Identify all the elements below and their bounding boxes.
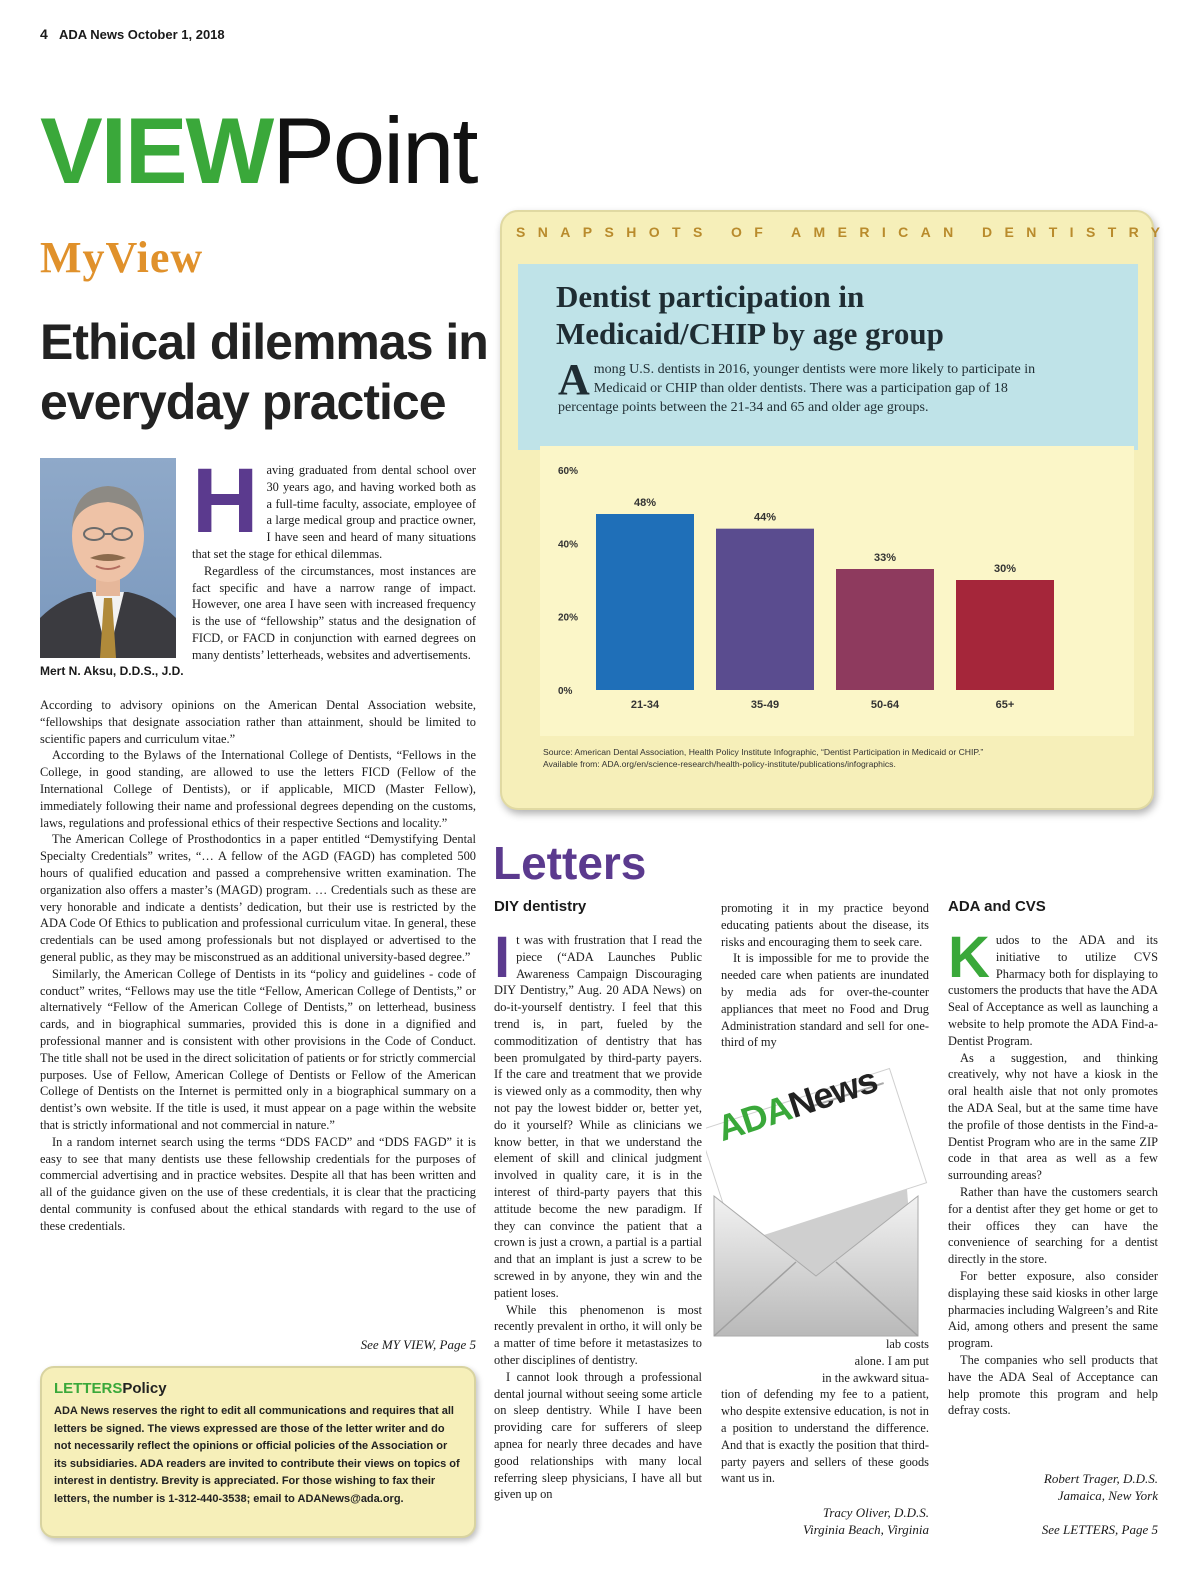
- snapshot-source-line2: Available from: ADA.org/en/science-research/health-policy-institute/publications/infographics.: [543, 759, 896, 769]
- y-tick-label: 60%: [558, 466, 579, 477]
- diy-c2p3d: tion of defending my fee to a patient, who despite extensive education, is not in a position to understand the difference. And that is exactly the position that third-party payers and sellers of these goods want us in.: [721, 1387, 929, 1486]
- article-body: [40, 697, 476, 1235]
- bar-value-label: 48%: [633, 497, 657, 509]
- cvs-dropcap: K: [948, 925, 990, 990]
- snapshot-title-line1: Dentist participation in: [556, 279, 865, 314]
- cvs-p4: For better exposure, also consider displaying these said kiosks in other large pharmacies including Walgreen’s and Rite Aid, among others and present the same program.: [948, 1268, 1158, 1351]
- x-category-label: 50-64: [870, 699, 900, 711]
- diy-col2-top: [721, 900, 929, 1051]
- letters-policy-box: [40, 1366, 476, 1538]
- article-p3: According to the Bylaws of the International College of Dentists, “Fellows in the College, in good standing, are allowed to use the letters FICD (Fellow of the International College of Dentists), or if applicable, MICD (Master Fellow), immediately following their name and professional degrees depending on the customs, laws, regulations and professional ethics of their respective Sections and locality.”: [40, 748, 476, 830]
- diy-p1: t was with frustration that I read the piece (“ADA Launches Public Awareness Campaign Discouraging DIY Dentistry,” Aug. 20 ADA News) on do-it-yourself dentistry. I feel that this trend is, in part, fueled by the commoditization of dentistry that has been promulgated by third-party payers. If the care and treatment that we provide is viewed only as a commodity, then why not pay the lowest bidder or, better yet, do it yourself? While as clinicians we know better, in that we understand the element of skill and clinical judgment involved in quality care, it is in the interest of third-party payers that this attitude become the new paradigm. If they can convince the patient that a crown is just a crown, a partial is a partial and that an implant is just a screw to be screwed in by anyone, they win and the patient loses.: [494, 933, 702, 1300]
- bar-65+: [956, 580, 1054, 690]
- diy-c2p1: promoting it in my practice beyond educating patients about the disease, its risks and encouraging them to seek care.: [721, 901, 929, 949]
- cvs-sig-place: Jamaica, New York: [1057, 1488, 1158, 1503]
- bar-value-label: 30%: [993, 563, 1017, 575]
- cvs-col: [948, 925, 1158, 1419]
- masthead-point: Point: [272, 98, 477, 203]
- snapshot-intro: [558, 355, 1068, 417]
- article-p6: In a random internet search using the terms “DDS FACD” and “DDS FAGD” it is easy to see that many dentists use these fellowship credentials for the purposes of commercial advertising and in practice websites. Despite all that has been written and all of the guidance given on the use of these credentials, it is clear that the practicing dental community is confused about the ethical standards with regard to the use of these credentials.: [40, 1134, 476, 1233]
- bar-50-64: [836, 569, 934, 690]
- cvs-sig-name: Robert Trager, D.D.S.: [1043, 1471, 1158, 1486]
- article-p4: The American College of Prosthodontics in a paper entitled “Demystifying Dental Specialty Credentials” writes, “… A fellow of the AGD (FAGD) has completed 500 hours of qualified education and passed a comprehensive written examination. The organization also offers a master’s (MAGD) program. … Credentials such as these are very honorable and indicate a dentists’ dedication, but their use is restricted by the ADA Code Of Ethics to publication and professional curriculum vitae. In general, these credentials can be used among professionals but not displayed or advertised to the general public, as they may be misconstrued as an additional university-based degree.”: [40, 832, 476, 964]
- page-header: [40, 26, 225, 42]
- author-photo: [40, 458, 176, 658]
- diy-c2p3a: lab costs: [885, 1337, 929, 1351]
- envelope-logo-news: News: [783, 1058, 882, 1126]
- article-dropcap: H: [192, 450, 259, 552]
- myview-section-label: MyView: [40, 233, 204, 282]
- publication-date: ADA News October 1, 2018: [58, 27, 225, 42]
- diy-signature: [721, 1504, 929, 1538]
- y-tick-label: 0%: [558, 686, 573, 697]
- snapshot-title-line2: Medicaid/CHIP by age group: [556, 316, 944, 351]
- cvs-p2: As a suggestion, and thinking creatively, why not have a kiosk in the oral health aisle that not only promotes the ADA Seal, but at the same time have the profile of those dentists in the Find-a-Dentist Program who are in the same ZIP code in that area as well as a few surrounding areas?: [948, 1050, 1158, 1183]
- diy-c2p2: It is impossible for me to provide the needed care when patients are inundated by media ads for over-the-counter appliances that meet no Food and Drug Administration standard and sell for one-third of my: [721, 951, 929, 1050]
- diy-p2: While this phenomenon is most recently prevalent in ortho, it will only be a matter of time before it metastasizes to other disciplines of dentistry.: [494, 1302, 702, 1367]
- article-p1: aving graduated from dental school over 30 years ago, and having worked both as a full-time faculty, associate, employee of a large medical group and practice owner, I have seen and heard of many situations that set the stage for ethical dilemmas.: [192, 463, 476, 561]
- bar-35-49: [716, 529, 814, 690]
- snapshot-intro-text: mong U.S. dentists in 2016, younger dentists were more likely to participate in Medicaid or CHIP than older dentists. There was a participation gap of 18 percentage points between the 21-34 and 65 and older age groups.: [558, 362, 1036, 415]
- participation-bar-chart: [540, 446, 1134, 736]
- policy-title: [54, 1380, 462, 1397]
- policy-text: ADA News reserves the right to edit all communications and requires that all letters be signed. The views expressed are those of the letter writer and do not necessarily reflect the opinions or official policies of the Association or its subsidiaries. ADA readers are invited to contribute their views on topics of interest in dentistry. Brevity is appreciated. For those wishing to fax their letters, the number is 1-312-440-3538; email to ADANews@ada.org.: [54, 1405, 460, 1505]
- bar-21-34: [596, 514, 694, 690]
- myview-jump-link[interactable]: See MY VIEW, Page 5: [360, 1337, 476, 1352]
- y-tick-label: 20%: [558, 612, 579, 624]
- diy-p3: I cannot look through a professional dental journal without seeing some article on sleep dentistry. While I have been providing care for sufferers of sleep apnea for nearly three decades and have good relationships with many local referring sleep physicians, I have all but given up on: [494, 1369, 702, 1502]
- article-intro: [192, 450, 476, 664]
- y-tick-label: 40%: [558, 539, 579, 551]
- diy-sig-name: Tracy Oliver, D.D.S.: [822, 1505, 929, 1520]
- viewpoint-masthead: [40, 96, 477, 206]
- bar-value-label: 44%: [753, 511, 777, 524]
- cvs-p1: udos to the ADA and its initiative to utilize CVS Pharmacy both for displaying to customers the products that have the ADA Seal of Acceptance as well as launching a website to help promote the ADA Find-a-Dentist Program.: [948, 933, 1158, 1048]
- article-title-line2: everyday practice: [40, 374, 446, 430]
- diy-col2-bottom: [721, 1336, 929, 1487]
- snapshot-title: [556, 278, 1126, 352]
- diy-sig-place: Virginia Beach, Virginia: [802, 1522, 929, 1537]
- policy-title-letters: LETTERS: [54, 1380, 123, 1397]
- bar-value-label: 33%: [873, 552, 897, 564]
- envelope-logo-ada: ADA: [712, 1086, 796, 1149]
- article-p5: Similarly, the American College of Dentists in its “policy and guidelines - code of conduct” writes, “Fellows may use the title “Fellow, American College of Dentists,” or alternatively “Fellow of the American College of Dentists,” on letterhead, business cards, and in biographical summaries, provided this is done in a dignified and professional manner and is consistent with other provisions in the Code of Conduct. The title shall not be used in the direct solicitation of patients or for strictly commercial purposes. Use of Fellow, American College of Dentists or Fellow of the American College of Dentists on the Internet is permitted only in a biographical summary on a dentist’s own website. If the title is used, it must appear on a page within the website that is strictly informational and not commercial in nature.”: [40, 966, 476, 1132]
- page-number: 4: [40, 26, 48, 42]
- diy-headline: DIY dentistry: [494, 898, 587, 915]
- snapshot-dropcap: A: [558, 355, 590, 404]
- article-title: [40, 312, 490, 432]
- cvs-headline: ADA and CVS: [948, 898, 1046, 915]
- article-title-line1: Ethical dilemmas in: [40, 314, 488, 370]
- diy-c2p3c: in the awkward situa-: [821, 1370, 929, 1385]
- letters-section-label: Letters: [493, 837, 647, 889]
- cvs-signature: [948, 1470, 1158, 1504]
- x-category-label: 21-34: [630, 699, 660, 711]
- article-p2: Regardless of the circumstances, most instances are fact specific and have a narrow range of impact. However, one area I have seen with increased frequency is the use of “fellowship” status and the designation of FICD, or FACD in conjunction with earned degrees on many dentists’ letterheads, websites and advertisements.: [192, 563, 476, 662]
- diy-col1: [494, 925, 702, 1503]
- cvs-p3: Rather than have the customers search for a dentist after they get home or get to their offices they can have the convenience of searching for a dentist directly in the store.: [948, 1184, 1158, 1267]
- diy-c2p3b: alone. I am put: [854, 1353, 929, 1368]
- snapshot-banner: SNAPSHOTS OF AMERICAN DENTISTRY: [516, 224, 1173, 240]
- letters-jump-link[interactable]: See LETTERS, Page 5: [1041, 1522, 1158, 1537]
- snapshot-source: [543, 746, 1143, 770]
- diy-dropcap: I: [494, 925, 511, 990]
- cvs-p5: The companies who sell products that have the ADA Seal of Acceptance can help promote this program and help defray costs.: [948, 1352, 1158, 1418]
- masthead-view: VIEW: [40, 98, 273, 203]
- x-category-label: 35-49: [750, 699, 780, 711]
- x-category-label: 65+: [995, 699, 1015, 711]
- author-caption: Mert N. Aksu, D.D.S., J.D.: [40, 664, 184, 678]
- policy-title-policy: Policy: [122, 1380, 167, 1397]
- snapshot-source-line1: Source: American Dental Association, Health Policy Institute Infographic, “Dentist Participation in Medicaid or CHIP.”: [543, 747, 984, 757]
- article-p2b: According to advisory opinions on the American Dental Association website, “fellowships that designate association rather than attainment, should be limited to scientific papers and curriculum vitae.”: [40, 698, 476, 746]
